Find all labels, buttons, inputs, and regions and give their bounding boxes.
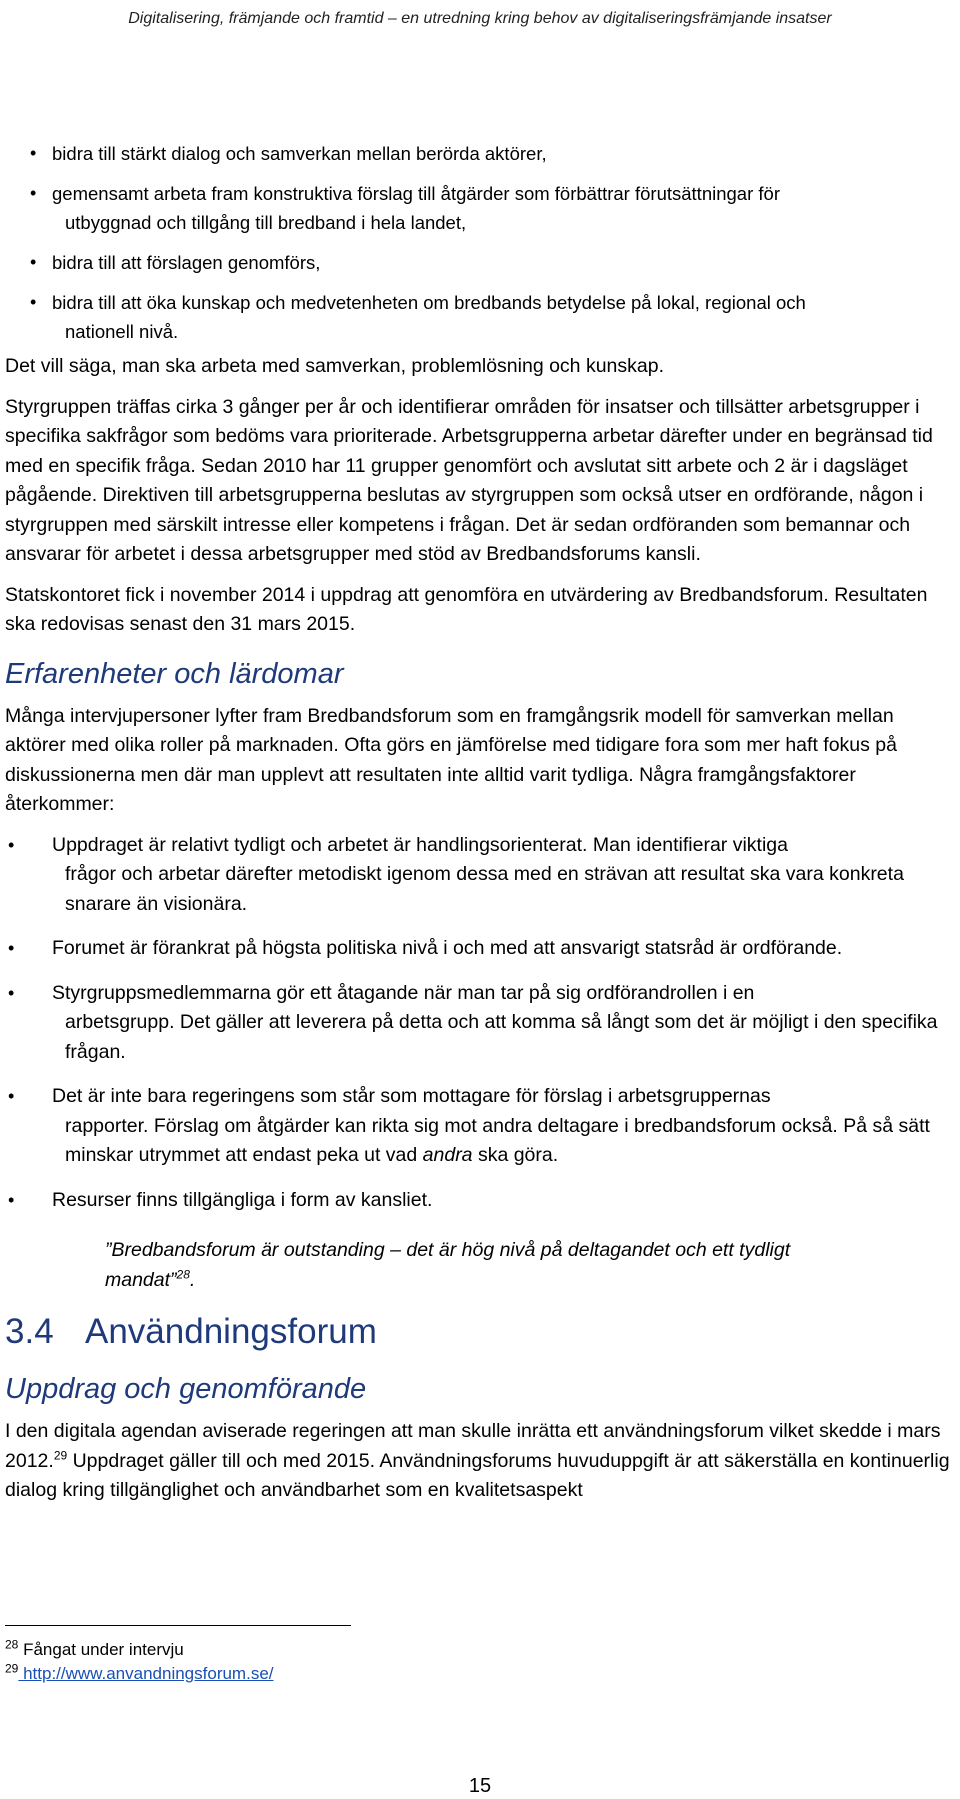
- chapter-heading: 3.4 Användningsforum: [5, 1312, 377, 1351]
- bullet-icon: •: [8, 982, 15, 1003]
- footnote-divider: [5, 1625, 351, 1626]
- main-content: [5, 139, 957, 1506]
- bullet-icon: •: [30, 252, 37, 272]
- running-header: Digitalisering, främjande och framtid – en utredning kring behov av digitaliseringsfrämjande insatser: [128, 10, 832, 27]
- list-item: • gemensamt arbeta fram konstruktiva förslag till åtgärder som förbättrar förutsättningar för utbyggnad och tillgång till bredband i hela landet,: [5, 179, 957, 237]
- interview-quote: ”Bredbandsforum är outstanding – det är hög nivå på deltagandet och ett tydligt mandat”$^{28}$.: [105, 1239, 791, 1291]
- bullet-icon: •: [30, 143, 37, 163]
- intro-bullet-list: [5, 139, 957, 346]
- list-item: • Forumet är förankrat på högsta politiska nivå i och med att ansvarigt statsråd är ordförande.: [5, 934, 957, 964]
- list-item: • Resurser finns tillgängliga i form av kansliet.: [5, 1186, 957, 1216]
- paragraph: Det vill säga, man ska arbeta med samverkan, problemlösning och kunskap.: [5, 355, 664, 377]
- bullet-icon: •: [8, 938, 15, 958]
- footnote-link[interactable]: http://www.anvandningsforum.se/: [18, 1664, 274, 1683]
- list-item: • bidra till att öka kunskap och medvetenheten om bredbands betydelse på lokal, regional och nationell nivå.: [5, 288, 957, 346]
- bullet-icon: •: [30, 183, 37, 203]
- footnote: $^{28}$ Fångat under intervju: [5, 1637, 184, 1659]
- footnote-ref: 28: [176, 1267, 190, 1281]
- section-heading-assignment: Uppdrag och genomförande: [5, 1373, 367, 1405]
- bullet-icon: •: [30, 292, 37, 312]
- list-item: • Det är inte bara regeringens som står som mottagare för förslag i arbetsgruppernas rapporter. Förslag om åtgärder kan rikta sig mot andra deltagare i bredbandsforum också. På så sätt minskar utrymmet att endast peka ut vad andra ska göra.: [5, 1082, 957, 1171]
- bullet-icon: •: [8, 1189, 15, 1210]
- bullet-icon: •: [8, 1086, 15, 1106]
- section-heading-experiences: Erfarenheter och lärdomar: [5, 657, 344, 690]
- list-item: • bidra till att förslagen genomförs,: [5, 248, 957, 277]
- paragraph: Styrgruppen träffas cirka 3 gånger per år och identifierar områden för insatser och tillsätter arbetsgrupper i specifika sakfrågor som bedöms vara prioriterade. Arbetsgrupperna arbetar därefter under en begränsad tid med en specifik fråga. Sedan 2010 har 11 grupper genomfört och avslutat sitt arbete och 2 är i dagsläget pågående. Direktiven till arbetsgrupperna beslutas av styrgruppen som också utser en ordförande, någon i styrgruppen med särskilt intresse eller kompetens i frågan. Det är sedan ordföranden som bemannar och ansvarar för arbetet i dessa arbetsgrupper med stöd av Bredbandsforums kansli.: [5, 395, 933, 565]
- paragraph: Många intervjupersoner lyfter fram Bredbandsforum som en framgångsrik modell för samverkan mellan aktörer med olika roller på marknaden. Ofta görs en jämförelse med tidigare fora som mer haft fokus på diskussionerna men där man upplevt att resultaten inte alltid varit tydliga. Några framgångsfaktorer återkommer:: [5, 704, 897, 815]
- paragraph: Statskontoret fick i november 2014 i uppdrag att genomföra en utvärdering av Bredbandsforum. Resultaten ska redovisas senast den 31 mars 2015.: [5, 583, 928, 635]
- paragraph: I den digitala agendan aviserade regeringen att man skulle inrätta ett användningsforum vilket skedde i mars 2012.29 Uppdraget gäller till och med 2015. Användningsforums huvuduppgift är att säkerställa en kontinuerlig dialog kring tillgänglighet och användbarhet som en kvalitetsaspekt: [5, 1420, 950, 1501]
- footnote: $^{29}$ http://www.anvandningsforum.se/: [5, 1661, 274, 1683]
- success-factors-list: [5, 831, 957, 1216]
- footnotes: [5, 1638, 274, 1686]
- list-item: • bidra till stärkt dialog och samverkan mellan berörda aktörer,: [5, 139, 957, 168]
- bullet-icon: •: [8, 834, 15, 855]
- page-number: 15: [468, 1775, 492, 1797]
- list-item: • Uppdraget är relativt tydligt och arbetet är handlingsorienterat. Man identifierar viktiga frågor och arbetar därefter metodiskt igenom dessa med en strävan att resultat ska vara konkreta snarare än visionära.: [5, 831, 957, 920]
- list-item: • Styrgruppsmedlemmarna gör ett åtagande när man tar på sig ordförandrollen i en arbetsgrupp. Det gäller att leverera på detta och att komma så långt som det är möjligt i den specifika frågan.: [5, 979, 957, 1068]
- footnote-ref: 29: [53, 1448, 68, 1462]
